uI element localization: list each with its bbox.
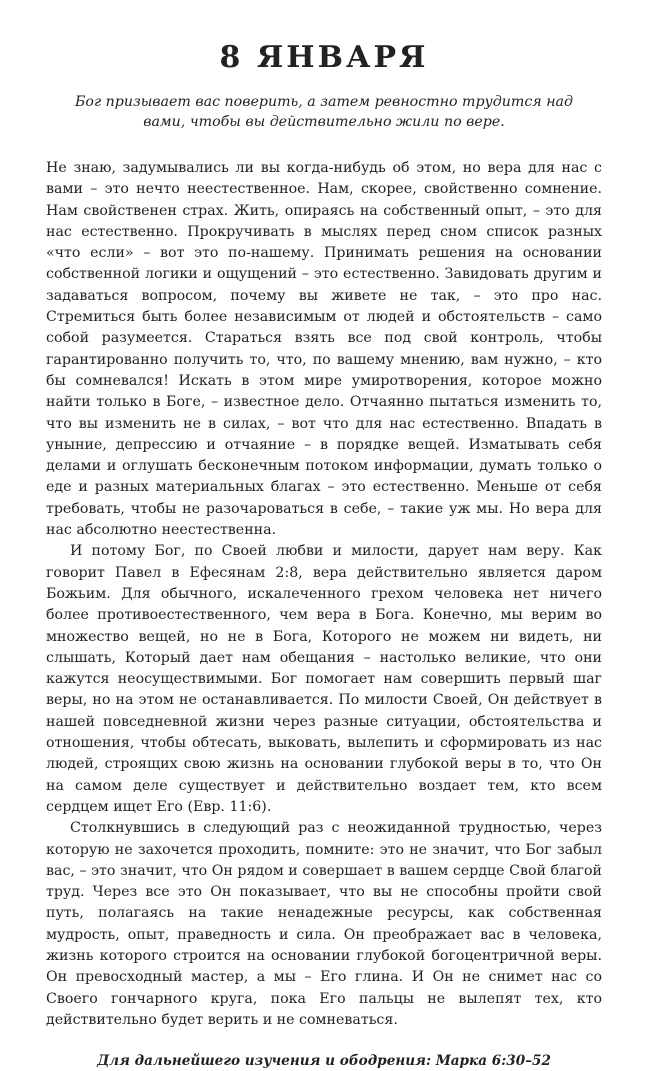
paragraph-1: Не знаю, задумывались ли вы когда-нибудь об этом, но вера для нас с вами – это нечто неестественное. Нам, скорее, свойственно сомнение. Нам свойственен страх. Жить, опираясь на собственный опыт, – это для нас естественно. Прокручивать в мыслях перед сном список разных «что если» – вот это по-нашему. Принимать решения на основании собственной логики и ощущений – это естественно. Завидовать другим и задаваться вопросом, почему вы живете не так, – это про нас. Стремиться быть более независимым от людей и обстоятельств – само собой разумеется. Стараться взять все под свой контроль, чтобы гарантированно получить то, что, по вашему мнению, вам нужно, – кто бы сомневался! Искать в этом мире умиротворения, которое можно найти только в Боге, – известное дело. Отчаянно пытаться изменить то, что вы изменить не в силах, – вот что для нас естественно. Впадать в уныние, депрессию и отчаяние – в порядке вещей. Изматывать себя делами и оглушать бесконечным потоком информации, думать только о еде и разных материальных благах – это естественно. Меньше от себя требовать, чтобы не разочароваться в себе, – такие уж мы. Но вера для нас абсолютно неестественна.	[46, 160, 602, 539]
epigraph: Бог призывает вас поверить, а затем ревностно трудится над вами, чтобы вы действительно жили по вере.	[75, 94, 573, 130]
devotional-page	[46, 38, 602, 1071]
further-study-reference: Для дальнейшего изучения и ободрения: Марка 6:30–52	[97, 1053, 551, 1070]
paragraph-2: И потому Бог, по Своей любви и милости, дарует нам веру. Как говорит Павел в Ефесянам 2:8, вера действительно является даром Божьим. Для обычного, искалеченного грехом человека нет ничего более противоестественного, чем вера в Бога. Конечно, мы верим во множество вещей, но не в Бога, Которого не можем ни видеть, ни слышать, Который дает нам обещания – настолько великие, что они кажутся неосуществимыми. Бог помогает нам совершить первый шаг веры, но на этом не останавливается. По милости Своей, Он действует в нашей повседневной жизни через разные ситуации, обстоятельства и отношения, чтобы обтесать, выковать, вылепить и сформировать из нас людей, строящих свою жизнь на основании глубокой веры в то, что Он на самом деле существует и действительно воздает тем, кто всем сердцем ищет Его (Евр. 11:6).	[46, 543, 602, 815]
date-heading: 8 ЯНВАРЯ	[219, 40, 429, 75]
paragraph-3: Столкнувшись в следующий раз с неожиданной трудностью, через которую не захочется проходить, помните: это не значит, что Бог забыл вас, – это значит, что Он рядом и совершает в вашем сердце Свой благой труд. Через все это Он показывает, что вы не способны пройти свой путь, полагаясь на такие ненадежные ресурсы, как собственная мудрость, опыт, праведность и сила. Он преображает вас в человека, жизнь которого строится на основании глубокой богоцентричной веры. Он превосходный мастер, а мы – Его глина. И Он не снимет нас со Своего гончарного круга, пока Его пальцы не вылепят тех, кто действительно будет верить и не сомневаться.	[46, 820, 602, 1028]
body-text	[46, 158, 602, 1031]
